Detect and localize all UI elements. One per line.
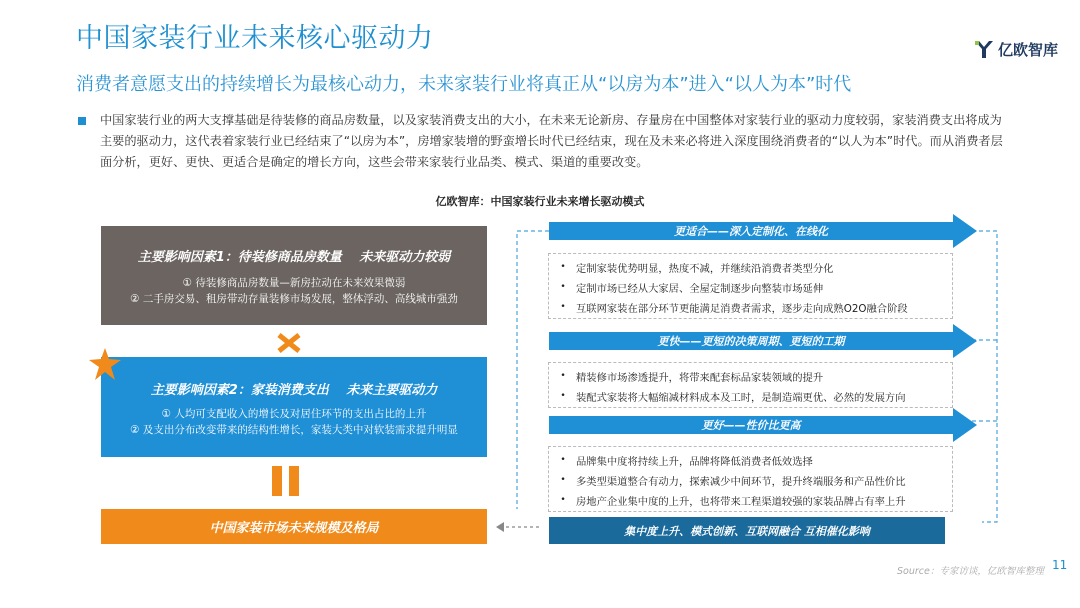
logo-icon xyxy=(973,38,995,60)
left-dashed-connector xyxy=(516,230,550,510)
factor2-item: ① 人均可支配收入的增长及对居住环节的支出占比的上升 xyxy=(161,408,427,420)
direction-banner-better xyxy=(549,408,977,442)
list-item: • 定制家装优势明显，热度不减，并继续沿消费者类型分化 xyxy=(560,262,834,275)
intro-paragraph: 中国家装行业的两大支撑基础是待装修的商品房数量，以及家装消费支出的大小，在未来无论新房、存量房在中国整体对家装行业的驱动力度较弱，家装消费支出将成为主要的驱动力，这代表着家装行业已经结束了“以房为本”，房增家装增的野蛮增长时代已经结束，现在及未来必将进入深度围绕消费者的“以人为本”时代。而从消费者层面分析，更好、更快、更适合是确定的增长方向，这些会带来家装行业品类、模式、渠道的重要改变。 xyxy=(100,113,1003,169)
source-note: Source：专家访谈，亿欧智库整理 xyxy=(897,566,1044,577)
left-arrow-icon xyxy=(496,520,540,534)
star-icon xyxy=(88,347,122,381)
factor2-box xyxy=(101,357,487,457)
page-subtitle: 消费者意愿支出的持续增长为最核心动力，未来家装行业将真正从“以房为本”进入“以人为本”时代 xyxy=(76,74,852,95)
direction-label: 更快——更短的决策周期、更短的工期 xyxy=(657,335,845,348)
summary-bar: 集中度上升、模式创新、互联网融合 互相催化影响 xyxy=(549,517,945,544)
result-box: 中国家装市场未来规模及格局 xyxy=(101,509,487,544)
list-item: • 品牌集中度将持续上升，品牌将降低消费者低效选择 xyxy=(560,455,813,468)
logo-text: 亿欧智库 xyxy=(997,40,1058,59)
factor2-item: ② 及支出分布改变带来的结构性增长，家装大类中对软装需求提升明显 xyxy=(130,424,458,436)
direction-label: 更好——性价比更高 xyxy=(701,419,801,432)
factor1-box xyxy=(101,226,487,325)
cross-icon xyxy=(276,332,302,354)
direction-label: 更适合——深入定制化、在线化 xyxy=(674,225,828,238)
factor1-item: ② 二手房交易、租房带动存量装修市场发展，整体浮动、高线城市强劲 xyxy=(130,293,458,305)
factor1-item: ① 待装修商品房数量—新房拉动在未来效果微弱 xyxy=(182,277,406,289)
direction-points-box xyxy=(548,362,953,408)
list-item: • 定制市场已经从大家居、全屋定制逐步向整装市场延伸 xyxy=(560,282,824,295)
list-item: • 多类型渠道整合有动力，探索减少中间环节，提升终端服务和产品性价比 xyxy=(560,475,906,488)
list-item: • 精装修市场渗透提升，将带来配套标品家装领域的提升 xyxy=(560,371,824,384)
direction-banner-better-fit xyxy=(549,214,977,248)
page-number: 11 xyxy=(1052,558,1068,572)
paragraph-bullet-icon xyxy=(78,117,86,125)
brand-logo xyxy=(973,38,1058,60)
equals-icon xyxy=(272,466,302,496)
right-dashed-connector xyxy=(960,230,1000,526)
page-title: 中国家装行业未来核心驱动力 xyxy=(76,23,434,54)
factor1-title: 主要影响因素1：待装修商品房数量 未来驱动力较弱 xyxy=(137,250,451,265)
direction-banner-faster xyxy=(549,324,977,358)
direction-points-box xyxy=(548,253,953,319)
diagram-title: 亿欧智库：中国家装行业未来增长驱动模式 xyxy=(435,195,645,208)
factor2-title: 主要影响因素2：家装消费支出 未来主要驱动力 xyxy=(150,383,438,398)
list-item: • 装配式家装将大幅缩减材料成本及工时，是制造端更优、必然的发展方向 xyxy=(560,391,906,404)
direction-points-box xyxy=(548,446,953,512)
list-item: • 互联网家装在部分环节更能满足消费者需求，逐步走向成熟O2O融合阶段 xyxy=(560,302,908,315)
list-item: • 房地产企业集中度的上升，也将带来工程渠道较强的家装品牌占有率上升 xyxy=(560,495,906,508)
